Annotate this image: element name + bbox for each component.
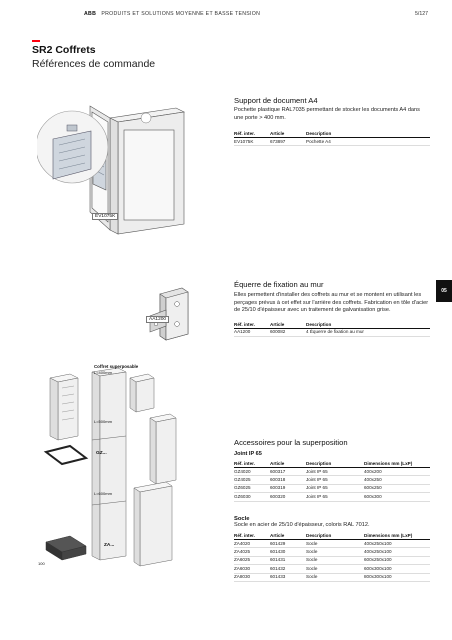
stack-l-big: L=600mm	[94, 491, 112, 496]
table-row: ZA4020 601429 Socle 400x250x100	[234, 540, 430, 548]
socle-subtitle: Socle	[234, 515, 250, 522]
table-header: Réf. inter. Article Description Dimensions mm (LxP)	[234, 460, 430, 468]
stack-section	[234, 438, 430, 582]
callout-wall-bracket: AA1200	[146, 316, 169, 323]
table-row: GZ6025 600319 Joint IP 65 600x250	[234, 484, 430, 492]
title-accent-bar	[32, 40, 40, 42]
table-row: ZA8030 601433 Socle 800x300x100	[234, 573, 430, 581]
chapter-tab[interactable]: 05	[436, 280, 452, 302]
table-row: GZ6030 600320 Joint IP 65 600x300	[234, 493, 430, 501]
stacking-illustration	[30, 360, 210, 580]
callout-doc-holder: EV1075K	[92, 213, 118, 220]
running-header	[84, 11, 260, 17]
table-row: ZA6025 601431 Socle 600x250x100	[234, 556, 430, 564]
table-row: ZA4025 601430 Socle 400x250x100	[234, 548, 430, 556]
table-header: Réf. inter. Article Description Dimensions mm (LxP)	[234, 532, 430, 540]
table-row: GZ4020 600317 Joint IP 65 400x200	[234, 468, 430, 476]
doc-holder-description: Pochette plastique RAL7035 permettant de stocker les documents A4 dans une porte > 400 mm.	[234, 107, 420, 121]
stack-l-mid: L=500mm	[94, 419, 112, 424]
socle-table	[234, 532, 430, 582]
socle-drawing	[46, 536, 86, 560]
gasket-table	[234, 460, 430, 502]
stack-l-small: L=400mm	[94, 370, 112, 375]
gasket-drawing	[46, 446, 86, 464]
header-title: PRODUITS ET SOLUTIONS MOYENNE ET BASSE TENSION	[101, 11, 261, 17]
stack-diagram-label: Coffret superposable	[94, 364, 139, 369]
table-row: ZA6030 601432 Socle 600x300x100	[234, 565, 430, 573]
table-header: Réf. inter. Article Description	[234, 321, 430, 329]
table-row: GZ4025 600318 Joint IP 65 400x250	[234, 476, 430, 484]
page-subtitle: Références de commande	[32, 58, 156, 70]
bracket-table	[234, 321, 430, 337]
stack-title: Accessoires pour la superposition	[234, 438, 348, 447]
bracket-description: Elles permettent d'installer des coffrets au mur et se montent en utilisant les perçages prévus à cet effet sur l'arrière des coffrets. Fabrication en tôle d'acier de 25/10 d'épaisseur avec un traitement de galvanisation grise.	[234, 292, 429, 313]
bracket-section	[234, 280, 430, 337]
table-row: AA1200 600082 4 Équerre de fixation au mur	[234, 328, 430, 336]
brand: ABB	[84, 11, 97, 17]
socle-description: Socle en acier de 25/10 d'épaisseur, coloris RAL 7012.	[234, 521, 370, 528]
page-title: SR2 Coffrets	[32, 44, 96, 56]
page-number: 5/127	[415, 11, 428, 17]
doc-holder-zoom-detail	[37, 95, 115, 205]
gasket-subtitle: Joint IP 65	[234, 451, 262, 457]
callout-gasket: GZ...	[96, 451, 107, 456]
table-header: Réf. inter. Article Description	[234, 130, 430, 138]
bracket-title: Équerre de fixation au mur	[234, 280, 324, 289]
doc-holder-table	[234, 130, 430, 146]
doc-holder-section	[234, 96, 430, 146]
doc-holder-title: Support de document A4	[234, 96, 318, 105]
socle-height: 100	[38, 561, 45, 566]
table-row: EV1075K 673897 Pochette A4	[234, 138, 430, 146]
callout-socle: ZA...	[104, 543, 115, 548]
